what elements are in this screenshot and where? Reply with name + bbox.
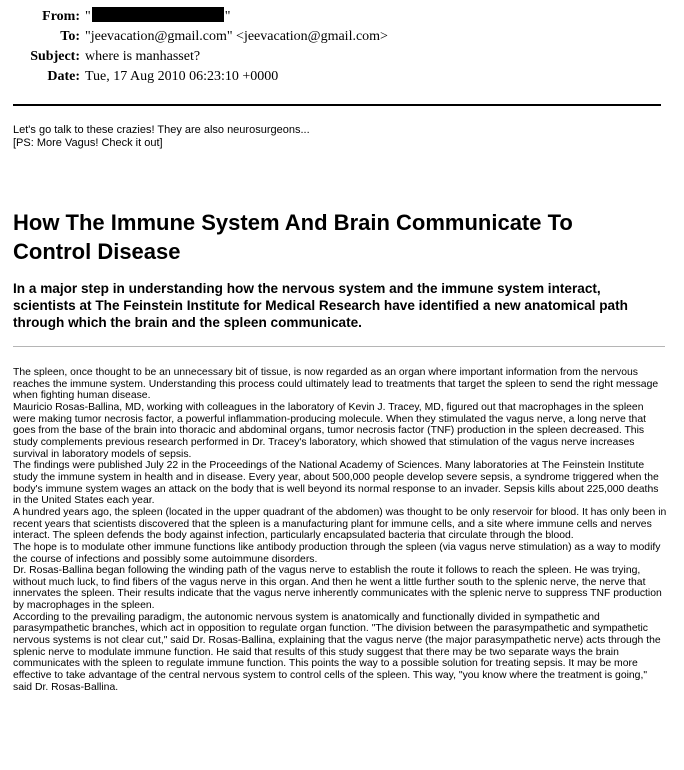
article-subtitle: In a major step in understanding how the nervous system and the immune system interact, scientists at The Feinstein Institute for Medical Research have identified a new anatomical path through which the brain and the spleen communicate. — [13, 281, 628, 330]
article-paragraph: According to the prevailing paradigm, the autonomic nervous system is anatomically and functionally divided in sympathetic and parasympathetic branches, which act in opposition to regulate organ function. "The division between the parasympathetic and sympathetic nervous systems is not clear cut," said Dr. Rosas-Ballina, explaining that the vagus nerve (the major parasympathetic nerve) acts through the splenic nerve to modulate immune function. He said that results of this study suggest that there may be two separate ways the brain communicates with the spleen to regulate immune function. This points the way to a possible solution for treating sepsis. It may be more effective to take advantage of the central nervous system to control cells of the spleen. This way, "you know where the treatment is going," said Dr. Rosas-Ballina. — [13, 611, 661, 693]
article-paragraph: The findings were published July 22 in the Proceedings of the National Academy of Sciences. Many laboratories at The Feinstein Institute study the immune system in health and in disease. Every year, about 500,000 people develop severe sepsis, a syndrome triggered when the body's immune system wages an attack on the body that is well beyond its normal response to an invader. Sepsis kills about 225,000 deaths in the United States each year. — [13, 460, 659, 507]
article-divider — [13, 346, 665, 347]
article-title: How The Immune System And Brain Communicate To Control Disease — [13, 210, 573, 264]
subject-label: Subject: — [30, 49, 80, 64]
article-paragraph: The spleen, once thought to be an unnecessary bit of tissue, is now regarded as an organ where important information from the nervous reaches the immune system. Understanding this process could ultimately lead to treatments that target the spleen to send the right message when fighting human disease. — [13, 367, 659, 402]
header-divider — [13, 104, 661, 106]
subject-row — [0, 47, 684, 67]
from-label: From: — [42, 9, 80, 24]
article-body — [13, 367, 668, 693]
from-row — [0, 7, 684, 27]
date-row — [0, 67, 684, 87]
redaction-bar — [92, 7, 224, 22]
from-quote-open: " — [85, 9, 91, 24]
article-paragraph: Dr. Rosas-Ballina began following the winding path of the vagus nerve to establish the route it follows to reach the spleen. He was trying, without much luck, to find fibers of the vagus nerve in this organ. And then he went a little further south to the splenic nerve, the nerve that innervates the spleen. Their results indicate that the vagus nerve inherently communicates with the splenic nerve to suppress TNF production by macrophages in the spleen. — [13, 565, 662, 612]
to-row — [0, 27, 684, 47]
to-value: "jeevacation@gmail.com" <jeevacation@gmail.com> — [85, 29, 388, 44]
message-body — [13, 124, 310, 150]
article-paragraph: The hope is to modulate other immune functions like antibody production through the spleen (via vagus nerve stimulation) as a way to modify the course of infections and possibly some autoimmune disorders. — [13, 541, 661, 565]
date-label: Date: — [47, 69, 80, 84]
article-paragraph: A hundred years ago, the spleen (located in the upper quadrant of the abdomen) was thought to be only reservoir for blood. It has only been in recent years that scientists discovered that the spleen is a manufacturing plant for immune cells, and a site where immune cells and nerves interact. The spleen defends the body against infection, particularly encapsulated bacteria that circulate through the blood. — [13, 506, 667, 542]
article-paragraph: Mauricio Rosas-Ballina, MD, working with colleagues in the laboratory of Kevin J. Tracey, MD, figured out that macrophages in the spleen were making tumor necrosis factor, a powerful inflammation-producing molecule. When they stimulated the vagus nerve, a long nerve that goes from the base of the brain into thoracic and abdominal organs, tumor necrosis factor (TNF) production in the spleen decreased. This study complements previous research performed in Dr. Tracey's laboratory, which showed that stimulation of the vagus nerve increases survival in laboratory models of sepsis. — [13, 401, 646, 460]
message-line: Let's go talk to these crazies! They are also neurosurgeons... — [13, 124, 310, 136]
subject-value: where is manhasset? — [85, 49, 201, 64]
message-line: [PS: More Vagus! Check it out] — [13, 137, 163, 149]
from-quote-close: " — [224, 9, 231, 24]
date-value: Tue, 17 Aug 2010 06:23:10 +0000 — [85, 69, 279, 84]
from-value — [85, 7, 230, 27]
to-label: To: — [60, 29, 80, 44]
email-header — [0, 7, 684, 87]
